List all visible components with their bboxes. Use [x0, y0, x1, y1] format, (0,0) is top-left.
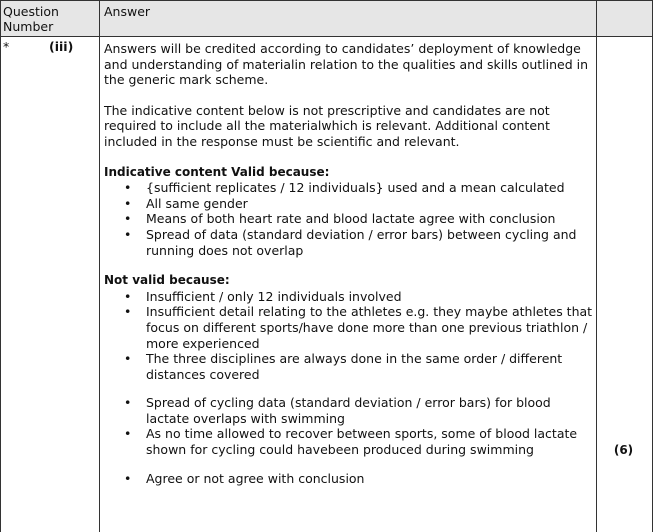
list-item: • Insufficient / only 12 individuals involved [146, 289, 594, 305]
header-question-number: Question Number [3, 4, 59, 34]
marks-cell: (6) [613, 443, 634, 457]
star-marker: * [3, 39, 10, 54]
list-item: • As no time allowed to recover between sports, some of blood lactate shown for cycling could havebeen produced during swimming [146, 426, 594, 457]
header-divider [0, 36, 653, 37]
list-item: • {sufficient replicates / 12 individuals} used and a mean calculated [146, 180, 594, 196]
list-item: • Insufficient detail relating to the athletes e.g. they maybe athletes that focus on different sports/have done more than one previous triathlon / more experienced [146, 304, 594, 351]
not-valid-points-list [104, 289, 594, 383]
valid-heading: Indicative content Valid because: [104, 164, 330, 179]
table-border-left [0, 0, 1, 532]
list-item: • The three disciplines are always done in the same order / different distances covered [146, 351, 594, 382]
list-item: • Agree or not agree with conclusion [146, 471, 594, 487]
not-valid-points-list-continued [104, 395, 594, 457]
intro-paragraph: Answers will be credited according to candidates’ deployment of knowledge and understanding of materialin relation to the qualities and skills outlined in the generic mark scheme. [104, 41, 589, 88]
valid-points-list [104, 180, 594, 258]
conclusion-points-list [104, 471, 594, 487]
list-item: • Spread of cycling data (standard deviation / error bars) for blood lactate overlaps with swimming [146, 395, 594, 426]
indicative-note-paragraph: The indicative content below is not prescriptive and candidates are not required to include all the materialwhich is relevant. Additional content included in the response must be scientific and relevant. [104, 102, 550, 149]
list-item: • Means of both heart rate and blood lactate agree with conclusion [146, 211, 594, 227]
list-item: • All same gender [146, 196, 594, 212]
table-border-top [0, 0, 653, 1]
not-valid-heading: Not valid because: [104, 273, 230, 288]
header-answer: Answer [104, 4, 151, 19]
answer-cell [104, 41, 594, 486]
question-part: (iii) [49, 39, 74, 54]
column-divider-question [99, 0, 100, 532]
table-header-row [0, 0, 653, 36]
list-item: • Spread of data (standard deviation / error bars) between cycling and running does not overlap [146, 227, 594, 258]
